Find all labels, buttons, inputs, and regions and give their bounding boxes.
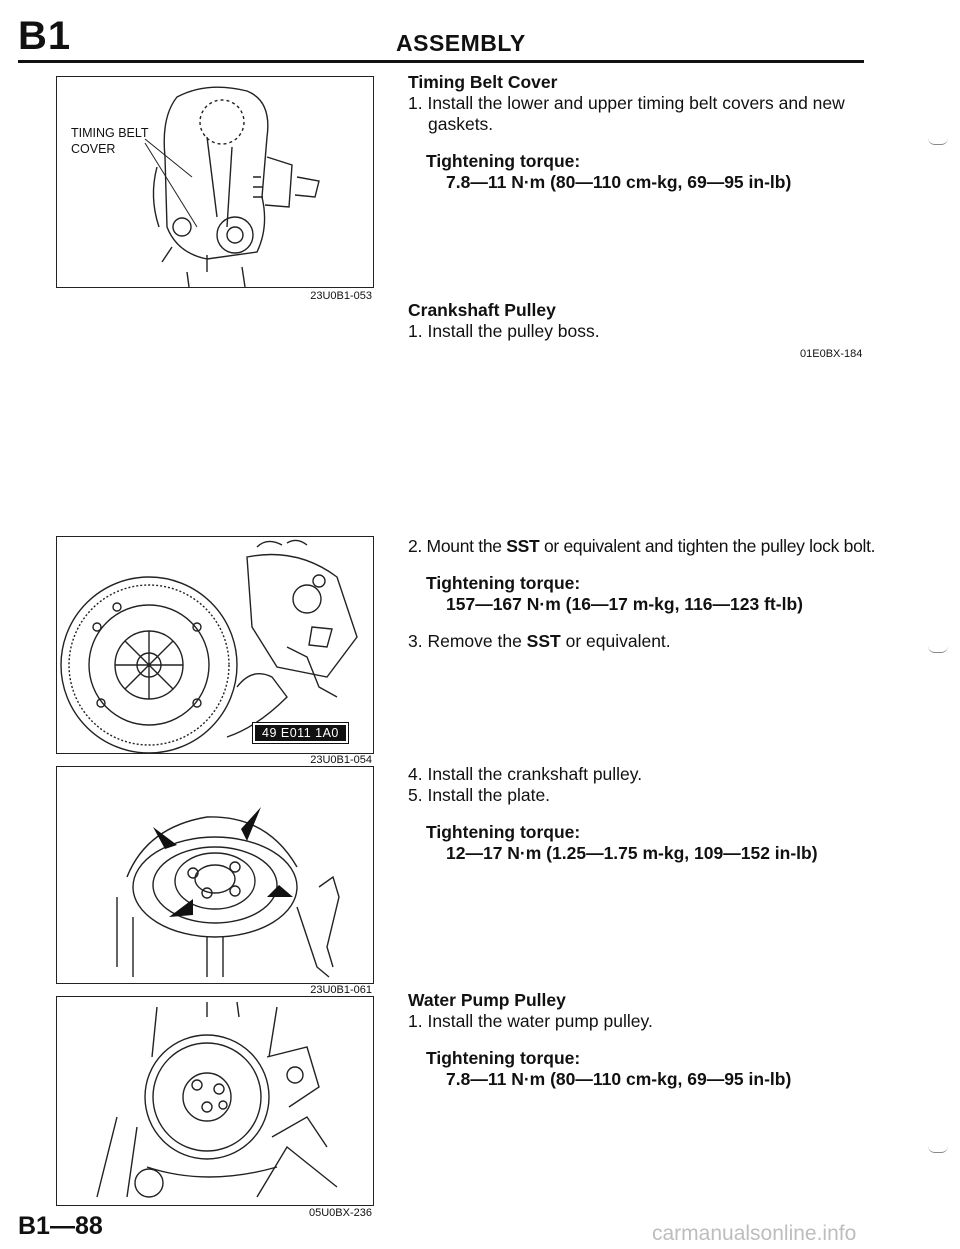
heading-crankshaft-pulley: Crankshaft Pulley — [408, 300, 556, 320]
torque-value: 12—17 N·m (1.25—1.75 m-kg, 109—152 in-lb) — [446, 843, 818, 863]
torque-label: Tightening torque: — [426, 822, 581, 842]
water-pump-pulley-illustration — [57, 997, 373, 1205]
torque-label: Tightening torque: — [426, 573, 581, 593]
step-text: 1. Install the water pump pulley. — [408, 1011, 653, 1031]
callout-timing-belt-cover: TIMING BELT COVER — [71, 126, 149, 156]
heading-water-pump-pulley: Water Pump Pulley — [408, 990, 566, 1010]
step-text: 1. Install the pulley boss. — [408, 321, 600, 341]
torque-label: Tightening torque: — [426, 1048, 581, 1068]
figure-code: 05U0BX-236 — [309, 1207, 372, 1219]
torque-value: 7.8—11 N·m (80—110 cm-kg, 69—95 in-lb) — [446, 172, 792, 192]
watermark: carmanualsonline.info — [652, 1222, 857, 1245]
figure-sst-flywheel — [56, 536, 374, 754]
crankshaft-pulley-illustration — [57, 767, 373, 983]
step-text: gaskets. — [428, 114, 494, 134]
section-code: B1 — [18, 14, 72, 58]
scan-mark — [928, 646, 948, 653]
step-text: 2. Mount the SST or equivalent and tighten the pulley lock bolt. — [408, 536, 876, 556]
section-crankshaft-pulley — [408, 300, 878, 342]
section-crankshaft-step4 — [408, 764, 878, 864]
scan-mark — [928, 1146, 948, 1153]
engine-front-illustration — [57, 77, 373, 287]
figure-code: 23U0B1-061 — [310, 984, 372, 996]
page-number: B1—88 — [18, 1212, 103, 1240]
torque-value: 7.8—11 N·m (80—110 cm-kg, 69—95 in-lb) — [446, 1069, 792, 1089]
scan-mark — [928, 138, 948, 145]
step-text: 4. Install the crankshaft pulley. — [408, 764, 643, 784]
sst-number-tag: 49 E011 1A0 — [253, 723, 348, 743]
figure-crankshaft-pulley — [56, 766, 374, 984]
section-crankshaft-step2 — [408, 536, 878, 652]
heading-timing-belt-cover: Timing Belt Cover — [408, 72, 558, 92]
step-text: 1. Install the lower and upper timing belt covers and new — [408, 93, 845, 113]
figure-code: 01E0BX-184 — [800, 348, 863, 360]
section-timing-belt-cover — [408, 72, 878, 193]
torque-label: Tightening torque: — [426, 151, 581, 171]
torque-value: 157—167 N·m (16—17 m-kg, 116—123 ft-lb) — [446, 594, 803, 614]
step-text: 5. Install the plate. — [408, 785, 551, 805]
section-water-pump-pulley — [408, 990, 878, 1090]
figure-water-pump-pulley — [56, 996, 374, 1206]
figure-code: 23U0B1-053 — [310, 290, 372, 302]
figure-timing-belt-cover — [56, 76, 374, 288]
flywheel-sst-illustration — [57, 537, 373, 753]
step-text: 3. Remove the SST or equivalent. — [408, 631, 671, 651]
figure-code: 23U0B1-054 — [310, 754, 372, 766]
header-rule — [18, 60, 864, 63]
page-title: ASSEMBLY — [396, 30, 526, 56]
